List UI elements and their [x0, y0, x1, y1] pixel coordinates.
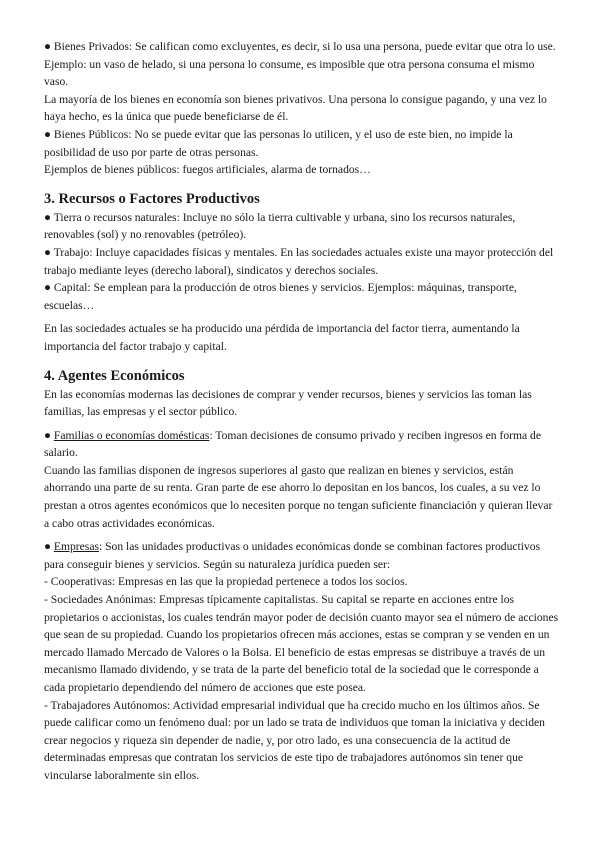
familias-label: Familias o economías domésticas — [53, 428, 210, 442]
empresas-label: Empresas — [53, 540, 99, 554]
document-page — [44, 38, 560, 785]
agentes-intro-paragraph: En las economías modernas las decisiones de comprar y vender recursos, bienes y servicios las toman las familias, las empresas y el sector público. — [44, 387, 532, 419]
capital-paragraph: ● Capital: Se emplean para la producción de otros bienes y servicios. Ejemplos: máquinas, transporte, escuelas… — [44, 281, 517, 312]
bienes-privados-paragraph: ● Bienes Privados: Se califican como excluyentes, es decir, si lo usa una persona, puede evitar que otra lo use. Ejemplo: un vaso de helado, si una persona lo consume, es imposible que otra persona consuma el mismo vaso. — [44, 40, 556, 89]
section-3-heading: 3. Recursos o Factores Productivos — [44, 190, 260, 207]
familias-paragraph — [44, 427, 560, 462]
bienes-publicos-paragraph: ● Bienes Públicos: No se puede evitar que las personas lo utilicen, y el uso de este bien, no impide la posibilidad de uso por parte de otras personas. — [44, 127, 513, 159]
bienes-privativos-paragraph: La mayoría de los bienes en economía son bienes privativos. Una persona lo consigue pagando, y una vez lo haya hecho, es la única que puede beneficiarse de él. — [44, 92, 547, 124]
bullet: ● — [44, 540, 54, 554]
cooperativas-paragraph: - Cooperativas: Empresas en las que la propiedad pertenece a todos los socios. — [44, 575, 408, 589]
section-4-heading: 4. Agentes Económicos — [44, 367, 185, 384]
empresas-paragraph — [44, 538, 560, 573]
tierra-paragraph: ● Tierra o recursos naturales: Incluye no sólo la tierra cultivable y urbana, sino los recursos naturales, renovables (sol) y no renovables (petróleo). — [44, 210, 516, 242]
trabajadores-autonomos-paragraph: - Trabajadores Autónomos: Actividad empresarial individual que ha crecido mucho en los últimos años. Se puede calificar como un fenómeno dual: por un lado se trata de individuos que toman la iniciativa y deciden crear negocios y riqueza sin depender de nadie, y, por otro lado, es una consecuencia de la actitud de determinadas empresas que contratan los servicios de este tipo de trabajadores autónomos sin tener que vincularse laboralmente sin ellos. — [44, 698, 545, 782]
familias-ahorro-paragraph: Cuando las familias disponen de ingresos superiores al gasto que realizan en bienes y servicios, están ahorrando una parte de su renta. Gran parte de ese ahorro lo depositan en los bancos, los cuales, a su vez lo prestan a otros agentes económicos que lo necesiten porque no tengan suficiente financiación y quieran llevar a cabo otras actividades económicas. — [44, 463, 553, 530]
factor-tierra-paragraph: En las sociedades actuales se ha producido una pérdida de importancia del factor tierra, aumentando la importancia del factor trabajo y capital. — [44, 322, 520, 353]
trabajo-paragraph: ● Trabajo: Incluye capacidades físicas y mentales. En las sociedades actuales existe una mayor protección del trabajo mediante leyes (derecho laboral), sindicatos y derechos sociales. — [44, 245, 554, 277]
bullet: ● — [44, 428, 54, 442]
sociedades-anonimas-paragraph: - Sociedades Anónimas: Empresas típicamente capitalistas. Su capital se reparte en acciones entre los propietarios o accionistas, los cuales tendrán mayor poder de decisión cuanto mayor sea el número de acciones que sean de su propiedad. Cuando los propietarios ofrecen más acciones, estas se compran y se venden en un mercado llamado Mercado de Valores o la Bolsa. El beneficio de estas empresas se distribuye a través de un mecanismo llamado dividendo, y se trata de la parte del beneficio total de la sociedad que le corresponde a cada propietario dependiendo del número de acciones que este posea. — [44, 593, 559, 694]
familias-text: : Toman decisiones de consumo privado y reciben ingresos en forma de salario. — [44, 428, 541, 460]
bienes-publicos-examples: Ejemplos de bienes públicos: fuegos artificiales, alarma de tornados… — [44, 163, 371, 177]
empresas-text: : Son las unidades productivas o unidades económicas donde se combinan factores productivos para conseguir bienes y servicios. Según su naturaleza jurídica pueden ser: — [44, 540, 541, 571]
